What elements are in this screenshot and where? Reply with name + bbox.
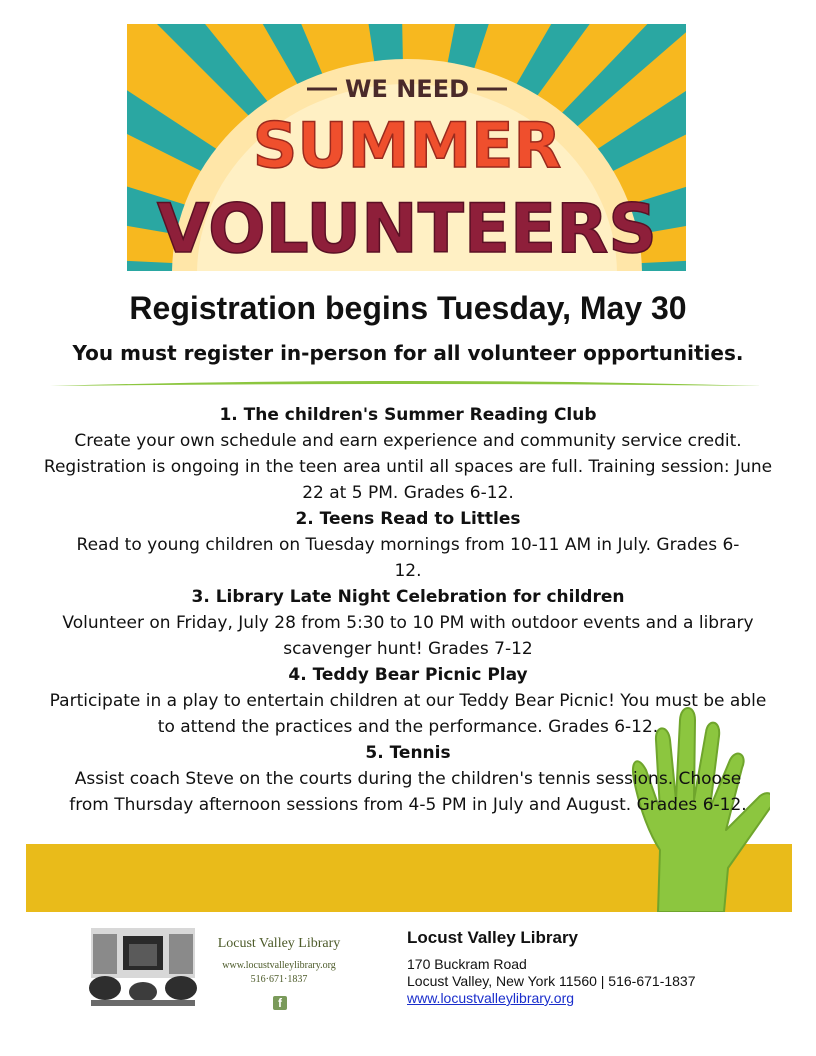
opportunity-item <box>40 506 776 584</box>
footer-library-name: Locust Valley Library <box>407 928 579 947</box>
banner-we-need: WE NEED <box>344 75 470 103</box>
opportunity-item <box>40 662 776 740</box>
banner-volunteers: VOLUNTEERS <box>157 190 657 269</box>
opportunity-body: Participate in a play to entertain children at our Teddy Bear Picnic! You must be able to attend the practices and the performance. Grades 6-12. <box>49 691 767 737</box>
opportunity-body: Read to young children on Tuesday mornings from 10-11 AM in July. Grades 6-12. <box>76 535 740 581</box>
registration-headline: Registration begins Tuesday, May 30 <box>129 290 687 326</box>
footer-contact <box>407 928 787 1007</box>
opportunity-body: Volunteer on Friday, July 28 from 5:30 to 10 PM with outdoor events and a library scavenger hunt! Grades 7-12 <box>62 613 754 659</box>
opportunity-title: 5. Tennis <box>365 743 451 763</box>
footer-city-phone: Locust Valley, New York 11560 | 516-671-1837 <box>407 973 696 989</box>
footer-address: 170 Buckram Road <box>407 956 527 972</box>
opportunity-item <box>40 584 776 662</box>
opportunity-title: 4. Teddy Bear Picnic Play <box>288 665 528 685</box>
opportunity-title: 3. Library Late Night Celebration for children <box>191 587 625 607</box>
logo-phone: 516·671·1837 <box>250 974 308 985</box>
opportunity-title: 2. Teens Read to Littles <box>295 509 521 529</box>
library-logo <box>83 922 353 1012</box>
green-divider <box>50 378 762 390</box>
opportunity-item <box>40 402 776 506</box>
logo-website: www.locustvalleylibrary.org <box>222 960 336 971</box>
opportunity-item <box>40 740 776 818</box>
library-interior-photo <box>83 922 203 1008</box>
opportunity-title: 1. The children's Summer Reading Club <box>219 405 597 425</box>
volunteer-banner <box>127 24 686 271</box>
sunburst-graphic <box>127 24 686 271</box>
facebook-icon[interactable]: f <box>273 996 287 1010</box>
opportunities-list <box>40 402 776 818</box>
opportunity-body: Assist coach Steve on the courts during the children's tennis sessions. Choose from Thursday afternoon sessions from 4-5 PM in July and August. Grades 6-12. <box>69 769 747 815</box>
banner-summer: SUMMER <box>252 109 562 182</box>
footer-website-link[interactable]: www.locustvalleylibrary.org <box>407 990 575 1006</box>
logo-library-name: Locust Valley Library <box>217 936 341 951</box>
opportunity-body: Create your own schedule and earn experience and community service credit. Registration is ongoing in the teen area until all spaces are full. Training session: June 22 at 5 PM. Grades 6-12. <box>43 431 773 503</box>
registration-subhead: You must register in-person for all volunteer opportunities. <box>72 341 744 365</box>
